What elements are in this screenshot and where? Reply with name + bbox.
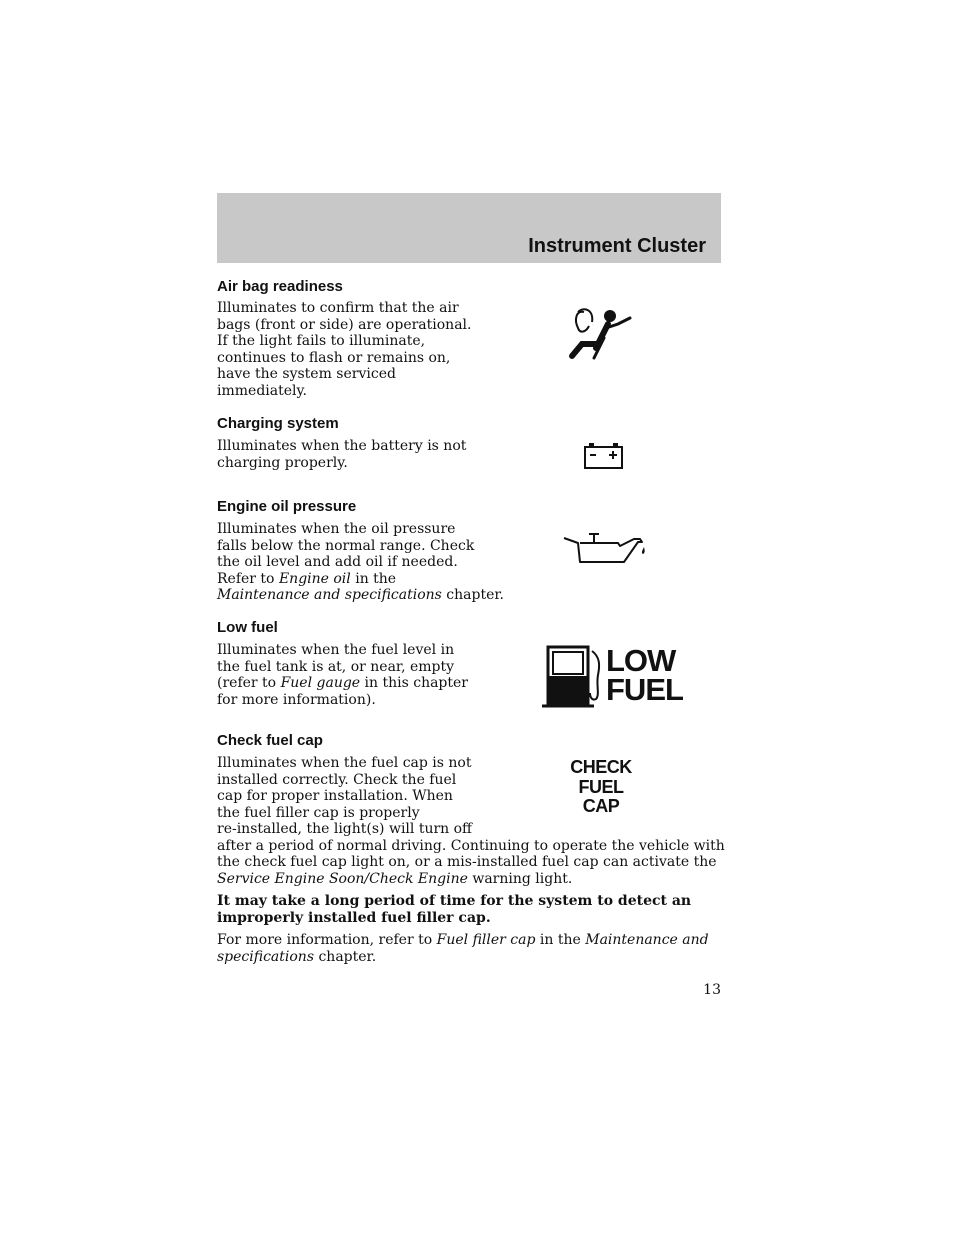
more-info-text: For more information, refer to Fuel filler cap in the Maintenance and specifications chapter. [217,932,709,965]
low-fuel-label: LOW FUEL [606,643,683,707]
fuel-pump-icon [540,645,606,709]
oil-can-icon [560,530,650,566]
page-number: 13 [703,982,721,998]
battery-icon [583,441,625,471]
header-band [217,193,721,263]
oil-heading: Engine oil pressure [217,498,357,515]
check-fuel-cap-label: CHECK FUEL CAP [570,757,632,816]
lowfuel-heading: Low fuel [217,619,278,636]
charging-heading: Charging system [217,415,339,432]
warning-text: It may take a long period of time for the system to detect an improperly installed fuel filler cap. [217,893,692,926]
lowfuel-text: Illuminates when the fuel level in the fuel tank is at, or near, empty (refer to Fuel gauge in this chapter for more information). [217,642,468,708]
airbag-text: Illuminates to confirm that the air bags (front or side) are operational. If the light fails to illuminate, continues to flash or remains on, have the system serviced immediately. [217,300,472,399]
airbag-icon [564,304,634,364]
charging-text: Illuminates when the battery is not charging properly. [217,438,467,471]
fuelcap-heading: Check fuel cap [217,732,323,749]
oil-text: Illuminates when the oil pressure falls below the normal range. Check the oil level and add oil if needed. Refer to Engine oil in the Maintenance and specifications chapter. [217,521,504,603]
fuelcap-text: Illuminates when the fuel cap is not installed correctly. Check the fuel cap for proper installation. When the fuel filler cap is properly re-installed, the light(s) will turn off after a period of normal driving. Continuing to operate the vehicle with the check fuel cap light on, or a mis-installed fuel cap can activate the Service Engine Soon/Check Engine warning light. [217,755,725,887]
page-title: Instrument Cluster [528,235,706,257]
airbag-heading: Air bag readiness [217,278,343,295]
